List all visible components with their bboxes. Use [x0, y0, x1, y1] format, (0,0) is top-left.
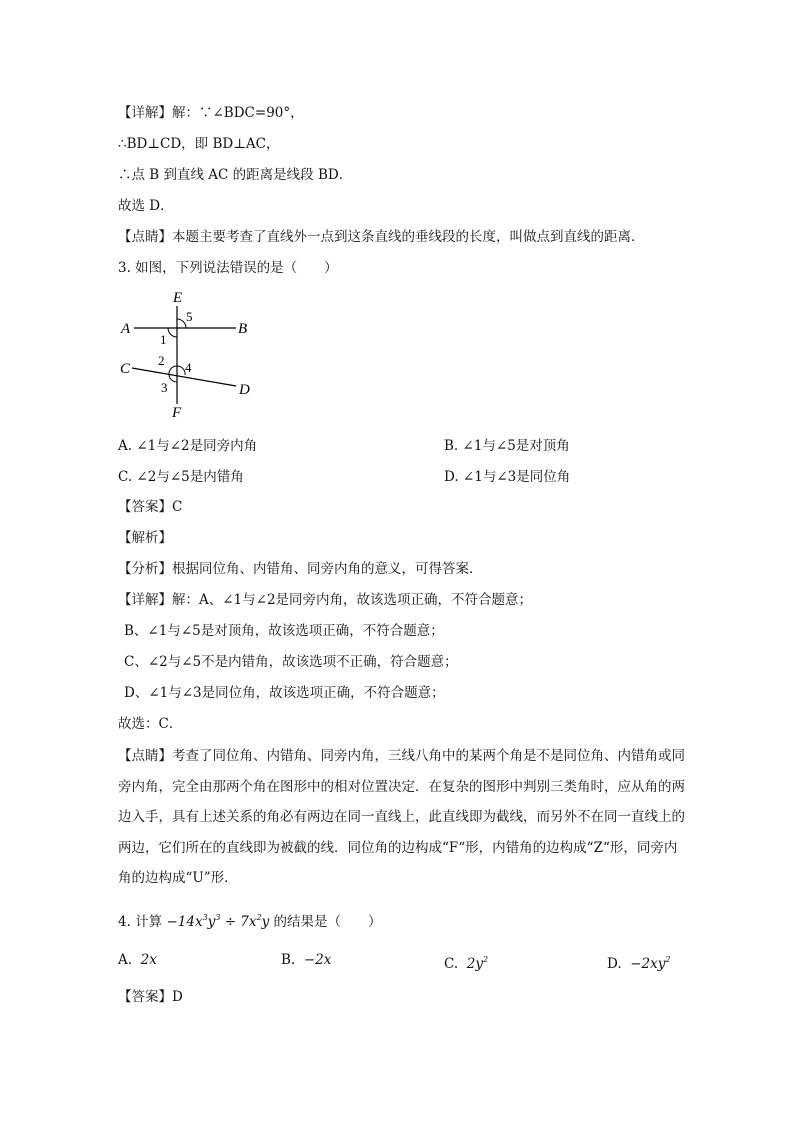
- stem-prefix: 4. 计算: [118, 914, 163, 930]
- option-a: A. 2x: [118, 952, 157, 968]
- analysis-heading: 【解析】: [118, 530, 172, 546]
- answer-line: 【答案】C: [118, 499, 183, 515]
- option-b: B. ∠1与∠5是对顶角: [444, 438, 570, 454]
- label-b: B: [238, 321, 248, 337]
- angle-1-arc: [168, 328, 177, 337]
- label-e: E: [173, 290, 183, 306]
- text-line: 【详解】解：∵∠BDC=90°，: [118, 105, 304, 121]
- answer-line: 【答案】D: [118, 989, 183, 1005]
- angle-figure: [118, 286, 278, 420]
- detail-line: 【详解】解：A、∠1与∠2是同旁内角，故该选项正确，不符合题意；: [118, 592, 533, 608]
- text-line: 故选 D．: [118, 198, 174, 214]
- option-d: D. ∠1与∠3是同位角: [444, 469, 571, 485]
- label-angle-2: 2: [158, 353, 165, 368]
- question-stem: [118, 908, 382, 932]
- text-line: ∴点 B 到直线 AC 的距离是线段 BD．: [118, 167, 353, 183]
- math-expression: $-14x^3y^3 \div 7x^2y$: [166, 913, 270, 930]
- detail-line: D、∠1与∠3是同位角，故该选项正确，不符合题意；: [124, 685, 445, 701]
- angle-2-arc: [169, 366, 177, 373]
- angle-5-arc: [177, 319, 186, 328]
- detail-line: B、∠1与∠5是对顶角，故该选项正确，不符合题意；: [124, 623, 444, 639]
- option-b: B. −2x: [281, 952, 332, 968]
- label-angle-4: 4: [185, 360, 192, 375]
- label-a: A: [121, 321, 131, 337]
- label-angle-1: 1: [160, 332, 167, 347]
- detail-line: C、∠2与∠5不是内错角，故该选项不正确，符合题意；: [124, 654, 458, 670]
- text-line: ∴BD⊥CD，即 BD⊥AC，: [118, 136, 280, 152]
- option-c: C. ∠2与∠5是内错角: [118, 469, 244, 485]
- question-stem: 3. 如图，下列说法错误的是（ ）: [118, 260, 338, 276]
- label-angle-5: 5: [186, 309, 193, 324]
- label-d: D: [239, 382, 250, 398]
- label-f: F: [172, 405, 182, 420]
- label-angle-3: 3: [161, 380, 168, 395]
- option-a: A. ∠1与∠2是同旁内角: [118, 438, 258, 454]
- option-d: D. $-2xy^2$: [607, 955, 671, 972]
- angle-4-arc: [177, 366, 185, 375]
- stem-suffix: 的结果是（ ）: [273, 914, 382, 930]
- comment-paragraph: 【点睛】考查了同位角、内错角、同旁内角，三线八角中的某两个角是不是同位角、内错角或同旁内角，完全由那两个角在图形中的相对位置决定．在复杂的图形中判别三类角时，应从角的两边入手，具有上述关系的角必有两边在同一直线上，此直线即为截线，而另外不在同一直线上的两边，它们所在的直线即为被截的线．同位角的边构成“F“形，内错角的边构成“Z“形，同旁内角的边构成“U”形．: [118, 748, 685, 886]
- text-line: 【点睛】本题主要考查了直线外一点到这条直线的垂线段的长度，叫做点到直线的距离．: [118, 229, 645, 245]
- choose-line: 故选：C．: [118, 716, 183, 732]
- label-c: C: [120, 361, 131, 377]
- option-c: C. $2y^2$: [444, 955, 489, 972]
- analysis-line: 【分析】根据同位角、内错角、同旁内角的意义，可得答案．: [118, 561, 483, 577]
